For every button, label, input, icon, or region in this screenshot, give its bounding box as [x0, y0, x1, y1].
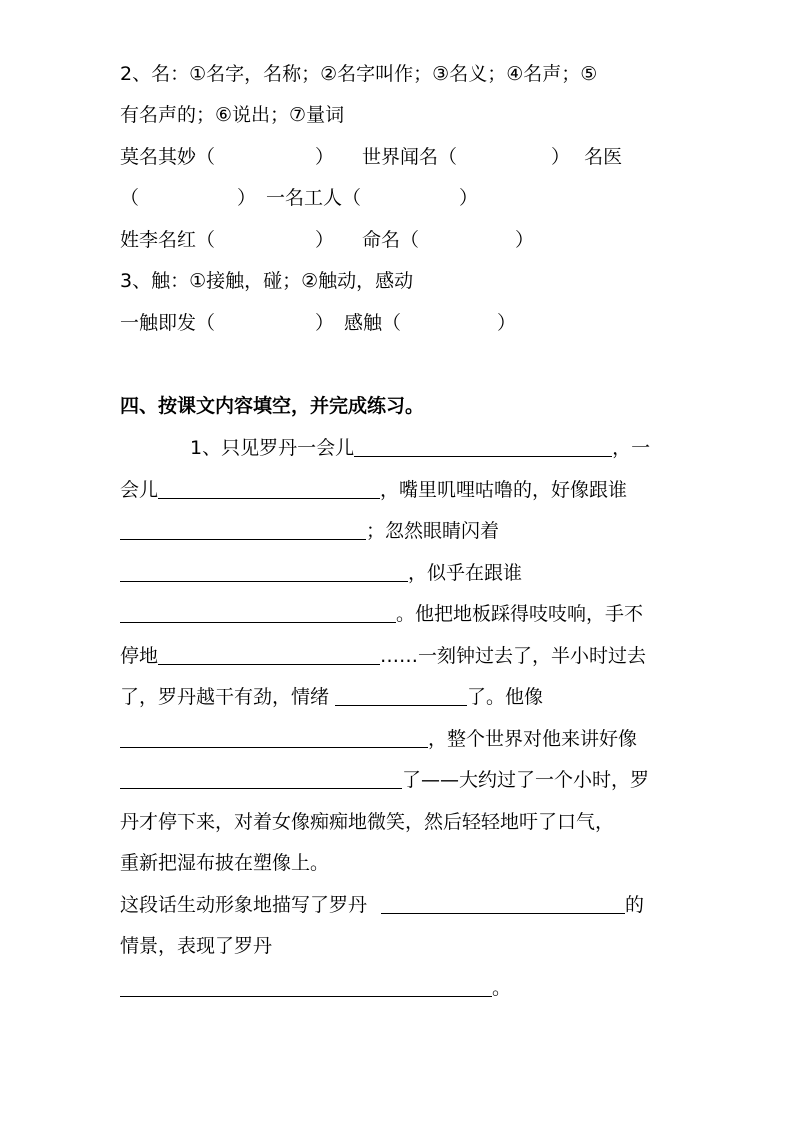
close-paren: ）	[497, 312, 517, 334]
fill-blank[interactable]	[158, 646, 380, 665]
passage-line-5	[120, 602, 643, 626]
passage-line-8	[120, 727, 637, 751]
meaning-3-text: 3、触：①接触，碰；②触动，感动	[120, 270, 414, 292]
passage-text: 重新把湿布披在塑像上。	[120, 852, 330, 874]
passage-text: 了，罗丹越干有劲，情绪	[120, 686, 330, 708]
section-4-heading	[120, 394, 424, 418]
meaning-2-text-2: 有名声的；⑥说出；⑦量词	[120, 104, 345, 126]
question-text: 。	[492, 977, 512, 999]
passage-line-11	[120, 851, 329, 875]
word-ganchu: 感触（	[344, 312, 402, 334]
fill-blank[interactable]	[120, 770, 402, 789]
meaning-2-line-4	[120, 186, 478, 210]
passage-line-9	[120, 768, 649, 792]
passage-line-2	[120, 478, 627, 502]
passage-line-3	[120, 519, 499, 543]
open-paren: （	[120, 187, 140, 209]
meaning-2-line-5	[120, 228, 534, 252]
passage-text: ，似乎在跟谁	[408, 562, 523, 584]
question-text: 这段话生动形象地描写了罗丹	[120, 894, 368, 916]
fill-blank[interactable]	[120, 521, 366, 540]
close-paren: ）	[459, 187, 479, 209]
word-yiminggongren: 一名工人（	[266, 187, 362, 209]
fill-blank[interactable]	[120, 729, 428, 748]
meaning-2-text-1: 2、名：①名字，名称；②名字叫作；③名义；④名声；⑤	[120, 63, 598, 85]
passage-line-4	[120, 561, 522, 585]
passage-text: 。他把地板踩得吱吱响，手不	[396, 603, 644, 625]
fill-blank[interactable]	[354, 438, 612, 457]
fill-blank[interactable]	[120, 978, 492, 997]
passage-text: ，嘴里叽哩咕噜的，好像跟谁	[380, 479, 628, 501]
fill-blank[interactable]	[120, 604, 396, 623]
passage-text: 了。他像	[467, 686, 544, 708]
passage-line-7	[120, 685, 543, 709]
fill-blank[interactable]	[158, 480, 380, 499]
meaning-2-line-1	[120, 62, 597, 86]
meaning-3-line-1	[120, 269, 413, 293]
passage-line-10	[120, 810, 614, 834]
close-paren: ）	[315, 146, 335, 168]
word-yichujifa: 一触即发（	[120, 312, 216, 334]
question-line-3	[120, 976, 511, 1000]
close-paren: ）	[551, 146, 571, 168]
word-mingming: 命名（	[362, 229, 420, 251]
question-text: 的	[625, 894, 645, 916]
fill-blank[interactable]	[335, 687, 467, 706]
word-momingqimiao: 莫名其妙（	[120, 146, 216, 168]
close-paren: ）	[315, 229, 335, 251]
fill-blank[interactable]	[120, 563, 408, 582]
question-line-2	[120, 934, 272, 958]
close-paren: ）	[315, 312, 335, 334]
passage-text: 了——大约过了一个小时，罗	[402, 769, 650, 791]
word-xinglimingho: 姓李名红（	[120, 229, 216, 251]
meaning-3-line-2	[120, 311, 516, 335]
passage-text: 会儿	[120, 479, 159, 501]
question-text: 情景，表现了罗丹	[120, 935, 273, 957]
meaning-2-line-3	[120, 145, 622, 169]
word-shijiewenming: 世界闻名（	[362, 146, 458, 168]
close-paren: ）	[515, 229, 535, 251]
close-paren: ）	[237, 187, 257, 209]
word-mingyi: 名医	[584, 146, 623, 168]
passage-text: ，整个世界对他来讲好像	[428, 728, 638, 750]
passage-line-1	[120, 436, 650, 460]
fill-blank[interactable]	[381, 895, 625, 914]
passage-text: 停地	[120, 645, 159, 667]
meaning-2-line-2	[120, 103, 344, 127]
passage-line-6	[120, 644, 646, 668]
passage-text: ；忽然眼睛闪着	[366, 520, 500, 542]
passage-text: 丹才停下来，对着女像痴痴地微笑，然后轻轻地吁了口气，	[120, 811, 615, 833]
passage-text: ……一刻钟过去了，半小时过去	[380, 645, 647, 667]
section-4-heading-text: 四、按课文内容填空，并完成练习。	[120, 395, 425, 417]
passage-text: ，一	[612, 437, 651, 459]
question-line-1	[120, 893, 644, 917]
passage-text: 1、只见罗丹一会儿	[190, 437, 355, 459]
